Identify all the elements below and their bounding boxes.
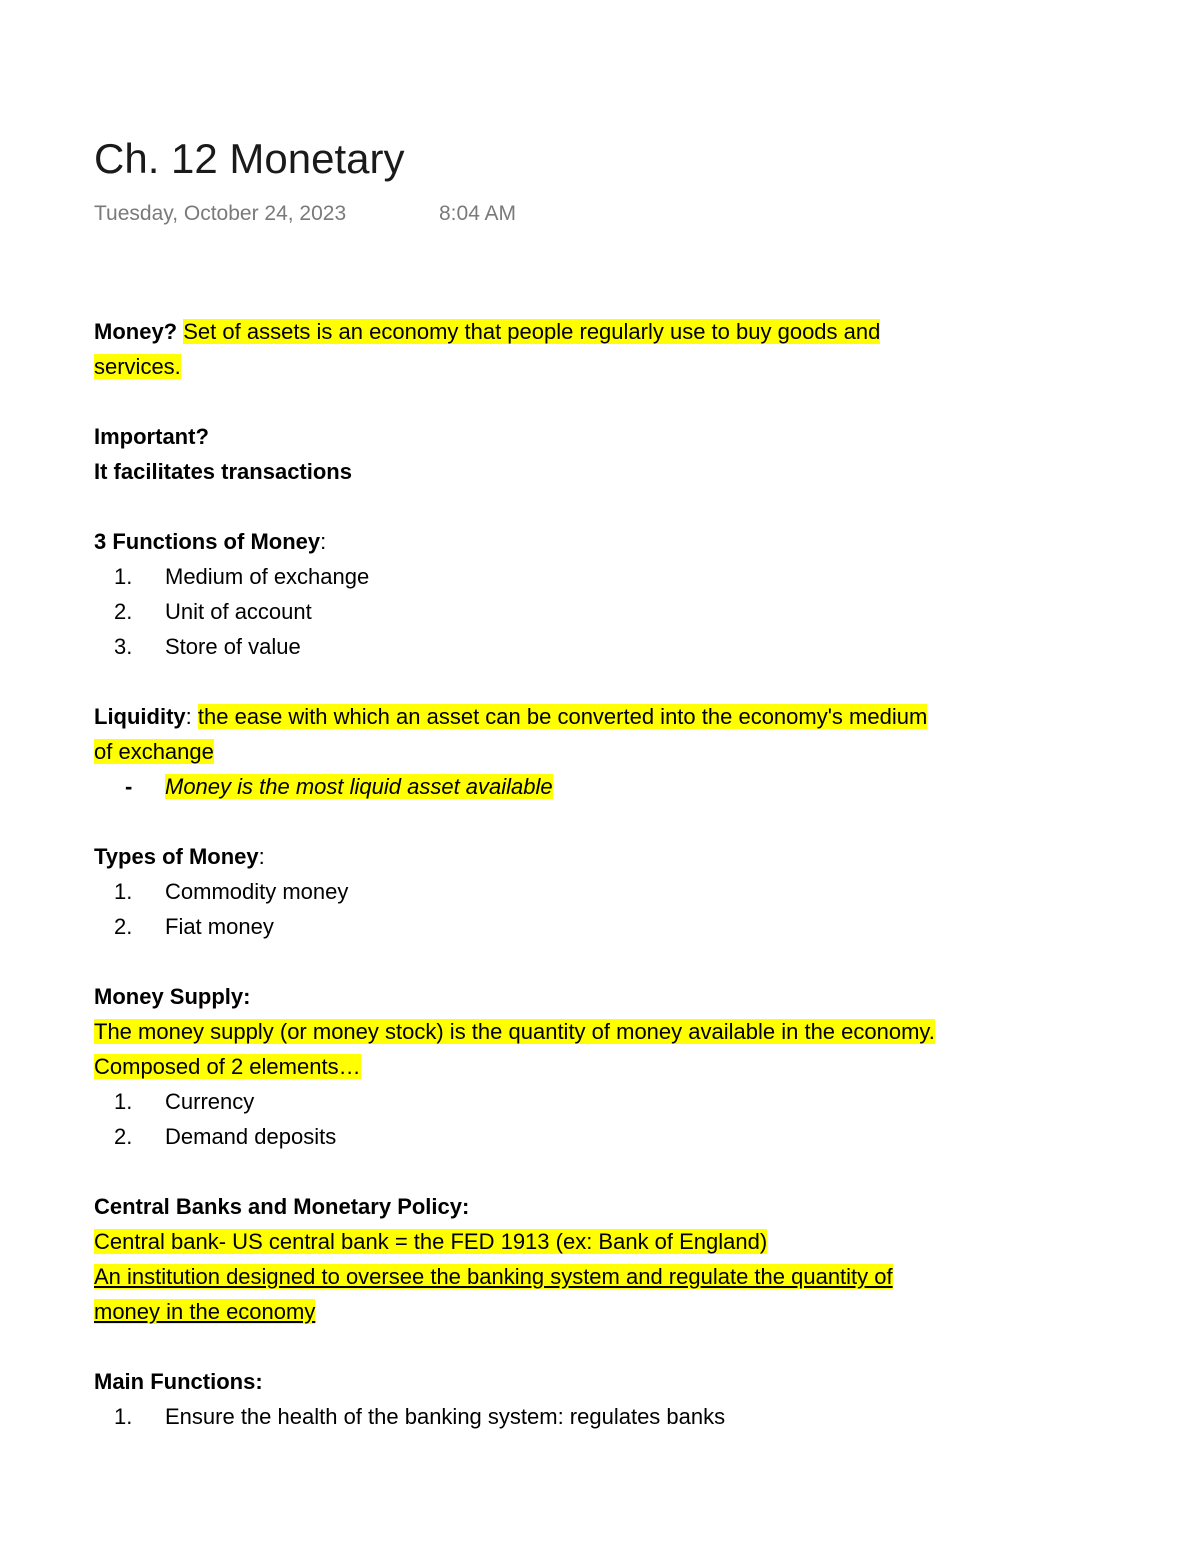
central-banks-heading: Central Banks and Monetary Policy: <box>94 1194 470 1219</box>
list-item <box>94 629 1134 664</box>
list-number: 2. <box>114 599 133 624</box>
spacer <box>94 384 1134 419</box>
list-text: Unit of account <box>165 599 312 624</box>
liquidity-definition-line2: of exchange <box>94 739 214 764</box>
list-text: Ensure the health of the banking system: regulates banks <box>165 1404 726 1429</box>
spacer <box>94 489 1134 524</box>
list-number: 1. <box>114 879 133 904</box>
list-text: Store of value <box>165 634 301 659</box>
list-item <box>94 909 1134 944</box>
functions-heading: 3 Functions of Money <box>94 529 321 554</box>
bullet-item <box>94 769 1134 804</box>
central-banks-line2-wrap <box>94 1259 1134 1294</box>
list-number: 1. <box>114 1089 133 1114</box>
money-supply-heading: Money Supply: <box>94 984 251 1009</box>
types-heading-line <box>94 839 1134 874</box>
note-date: Tuesday, October 24, 2023 <box>94 202 347 225</box>
note-body <box>94 314 1134 1434</box>
note-time: 8:04 AM <box>439 202 517 225</box>
list-text: Commodity money <box>165 879 349 904</box>
spacer <box>94 664 1134 699</box>
central-banks-line3: money in the economy <box>94 1299 316 1324</box>
list-item <box>94 1084 1134 1119</box>
list-text: Medium of exchange <box>165 564 370 589</box>
list-item <box>94 559 1134 594</box>
functions-heading-line <box>94 524 1134 559</box>
functions-colon: : <box>320 529 327 554</box>
list-item <box>94 1399 1134 1434</box>
list-text: Fiat money <box>165 914 274 939</box>
spacer <box>94 944 1134 979</box>
money-definition-line1: Set of assets is an economy that people regularly use to buy goods and <box>183 319 881 344</box>
money-supply-line1: The money supply (or money stock) is the quantity of money available in the economy. <box>94 1019 935 1044</box>
money-definition-line2: services. <box>94 354 181 379</box>
list-item <box>94 1119 1134 1154</box>
central-banks-line1-wrap <box>94 1224 1134 1259</box>
money-definition <box>94 314 1134 349</box>
list-number: 2. <box>114 914 133 939</box>
central-banks-line1: Central bank- US central bank = the FED 1913 (ex: Bank of England) <box>94 1229 768 1254</box>
money-supply-line2-wrap <box>94 1049 1134 1084</box>
central-banks-line2: An institution designed to oversee the banking system and regulate the quantity of <box>94 1264 893 1289</box>
liquidity-definition-cont <box>94 734 1134 769</box>
types-colon: : <box>258 844 265 869</box>
liquidity-definition-line1: the ease with which an asset can be converted into the economy's medium <box>197 704 928 729</box>
list-item <box>94 874 1134 909</box>
spacer <box>94 804 1134 839</box>
money-definition-cont <box>94 349 1134 384</box>
list-text: Currency <box>165 1089 255 1114</box>
liquidity-bullet: Money is the most liquid asset available <box>165 774 553 799</box>
spacer <box>94 1154 1134 1189</box>
central-banks-line3-wrap <box>94 1294 1134 1329</box>
important-label: Important? <box>94 424 209 449</box>
list-number: 2. <box>114 1124 133 1149</box>
money-supply-line1-wrap <box>94 1014 1134 1049</box>
money-label: Money? <box>94 319 178 344</box>
list-number: 3. <box>114 634 133 659</box>
note-timestamp <box>94 200 517 228</box>
liquidity-colon: : <box>185 704 192 729</box>
money-supply-line2: Composed of 2 elements… <box>94 1054 361 1079</box>
main-functions-heading: Main Functions: <box>94 1369 263 1394</box>
spacer <box>94 1329 1134 1364</box>
list-number: 1. <box>114 564 133 589</box>
liquidity-label: Liquidity <box>94 704 186 729</box>
types-heading: Types of Money <box>94 844 259 869</box>
list-item <box>94 594 1134 629</box>
list-text: Demand deposits <box>165 1124 337 1149</box>
list-number: 1. <box>114 1404 133 1429</box>
liquidity-definition <box>94 699 1134 734</box>
page-title: Ch. 12 Monetary <box>94 135 405 182</box>
important-answer: It facilitates transactions <box>94 459 352 484</box>
bullet-marker: - <box>125 774 133 799</box>
